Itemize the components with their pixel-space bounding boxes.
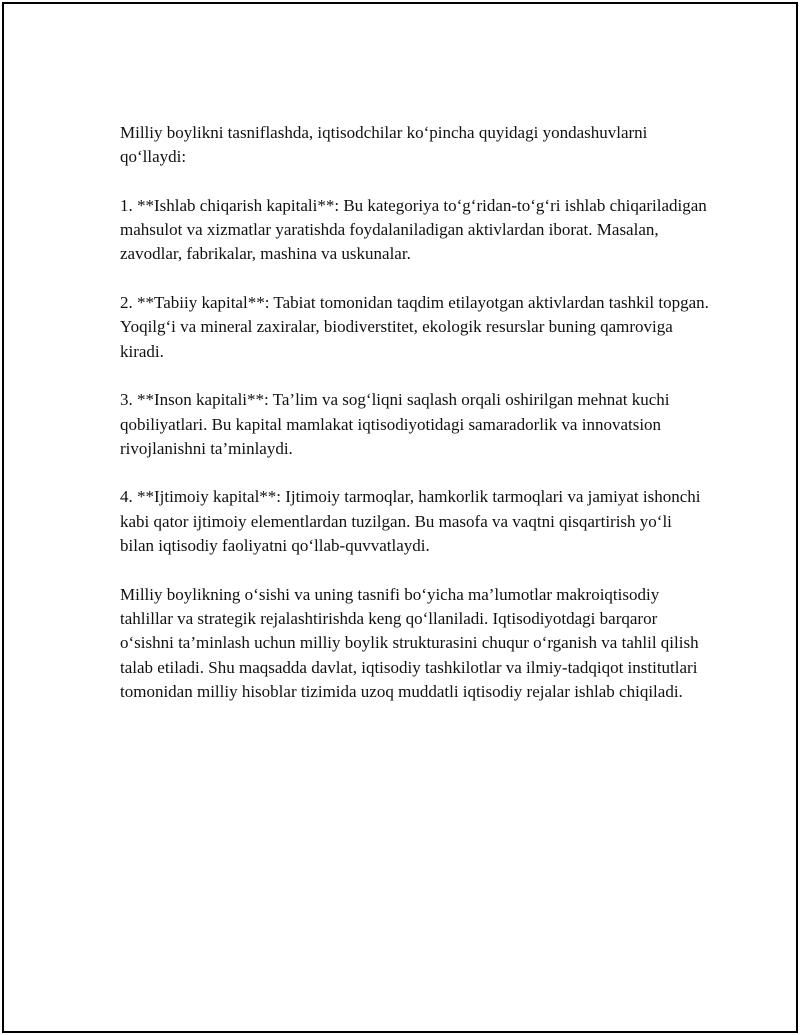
list-item-human-capital: 3. **Inson kapitali**: Ta’lim va sog‘liqni saqlash orqali oshirilgan mehnat kuchi qobiliyatlari. Bu kapital mamlakat iqtisodiyotidagi samaradorlik va innovatsion rivojlanishni ta’minlaydi. [120,390,670,458]
document-page [2,2,798,1033]
conclusion-paragraph: Milliy boylikning o‘sishi va uning tasnifi bo‘yicha ma’lumotlar makroiqtisodiy tahlillar va strategik rejalashtirishda keng qo‘llaniladi. Iqtisodiyotdagi barqaror o‘sishni ta’minlash uchun milliy boylik strukturasini chuqur o‘rganish va tahlil qilish talab etiladi. Shu maqsadda davlat, iqtisodiy tashkilotlar va ilmiy-tadqiqot institutlari tomonidan milliy hisoblar tizimida uzoq muddatli iqtisodiy rejalar ishlab chiqiladi. [120,584,699,701]
document-body [120,121,710,728]
list-item-natural-capital: 2. **Tabiiy kapital**: Tabiat tomonidan taqdim etilayotgan aktivlardan tashkil topgan. Yoqilg‘i va mineral zaxiralar, biodiverstitet, ekologik resurslar buning qamroviga kiradi. [120,293,709,361]
intro-paragraph: Milliy boylikni tasniflashda, iqtisodchilar ko‘pincha quyidagi yondashuvlarni qo‘llaydi: [120,123,648,167]
list-item-production-capital: 1. **Ishlab chiqarish kapitali**: Bu kategoriya to‘g‘ridan-to‘g‘ri ishlab chiqariladigan mahsulot va xizmatlar yaratishda foydalaniladigan aktivlardan iborat. Masalan, zavodlar, fabrikalar, mashina va uskunalar. [120,195,707,264]
list-item-social-capital: 4. **Ijtimoiy kapital**: Ijtimoiy tarmoqlar, hamkorlik tarmoqlari va jamiyat ishonchi kabi qator ijtimoiy elementlardan tuzilgan. Bu masofa va vaqtni qisqartirish yo‘li bilan iqtisodiy faoliyatni qo‘llab-quvvatlaydi. [120,487,701,556]
